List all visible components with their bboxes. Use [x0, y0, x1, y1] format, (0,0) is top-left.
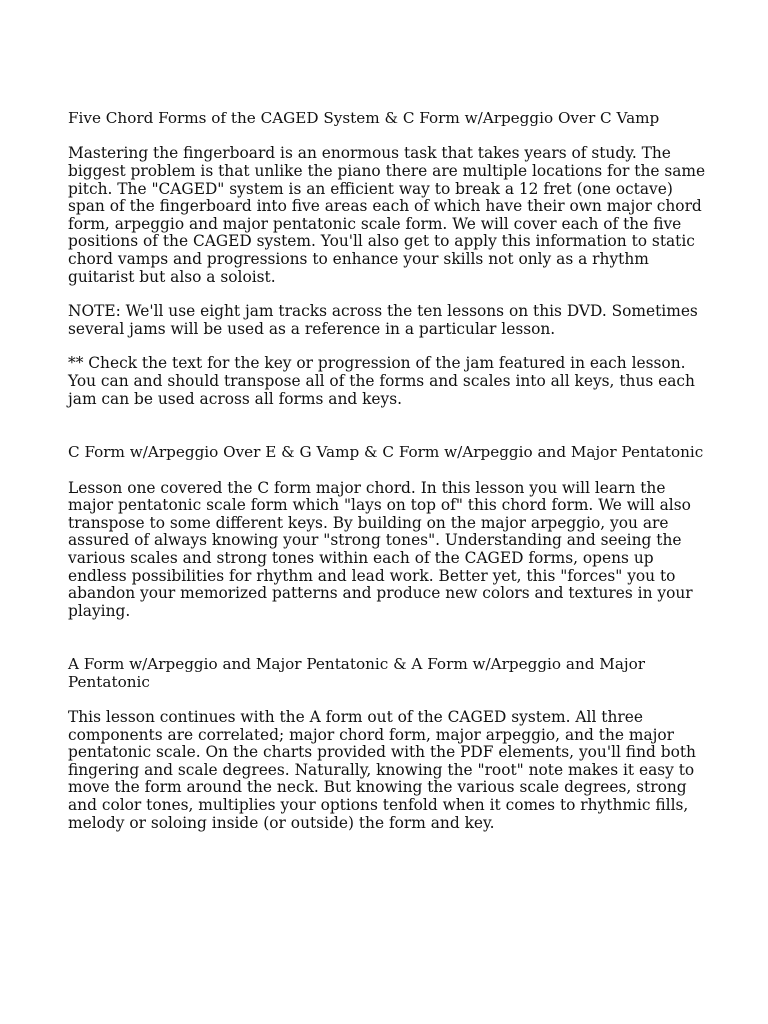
section-2-heading: C Form w/Arpeggio Over E & G Vamp & C Form w/Arpeggio and Major Pentatonic	[68, 443, 704, 462]
document-page	[68, 110, 708, 832]
section-3-paragraph-1: This lesson continues with the A form out of the CAGED system. All three components are correlated; major chord form, major arpeggio, and the major pentatonic scale. On the charts provided with the PDF elements, you'll find both fingering and scale degrees. Naturally, knowing the "root" note makes it easy to move the form around the neck. But knowing the various scale degrees, strong and color tones, multiplies your options tenfold when it comes to rhythmic fills, melody or soloing inside (or outside) the form and key.	[68, 708, 696, 832]
section-2-paragraph-1: Lesson one covered the C form major chord. In this lesson you will learn the major pentatonic scale form which "lays on top of" this chord form. We will also transpose to some different keys. By building on the major arpeggio, you are assured of always knowing your "strong tones". Understanding and seeing the various scales and strong tones within each of the CAGED forms, opens up endless possibilities for rhythm and lead work. Better yet, this "forces" you to abandon your memorized patterns and produce new colors and textures in your playing.	[68, 478, 693, 620]
section-1-paragraph-1: Mastering the fingerboard is an enormous task that takes years of study. The biggest problem is that unlike the piano there are multiple locations for the same pitch. The "CAGED" system is an efficient way to break a 12 fret (one octave) span of the fingerboard into five areas each of which have their own major chord form, arpeggio and major pentatonic scale form. We will cover each of the five positions of the CAGED system. You'll also get to apply this information to static chord vamps and progressions to enhance your skills not only as a rhythm guitarist but also a soloist.	[68, 144, 706, 286]
section-1-paragraph-3: ** Check the text for the key or progression of the jam featured in each lesson. You can and should transpose all of the forms and scales into all keys, thus each jam can be used across all forms and keys.	[68, 354, 695, 408]
section-1-heading: Five Chord Forms of the CAGED System & C Form w/Arpeggio Over C Vamp	[68, 109, 660, 127]
section-1-paragraph-2: NOTE: We'll use eight jam tracks across the ten lessons on this DVD. Sometimes several jams will be used as a reference in a particular lesson.	[68, 302, 698, 338]
section-3-heading: A Form w/Arpeggio and Major Pentatonic & A Form w/Arpeggio and Major Pentatonic	[68, 655, 645, 691]
